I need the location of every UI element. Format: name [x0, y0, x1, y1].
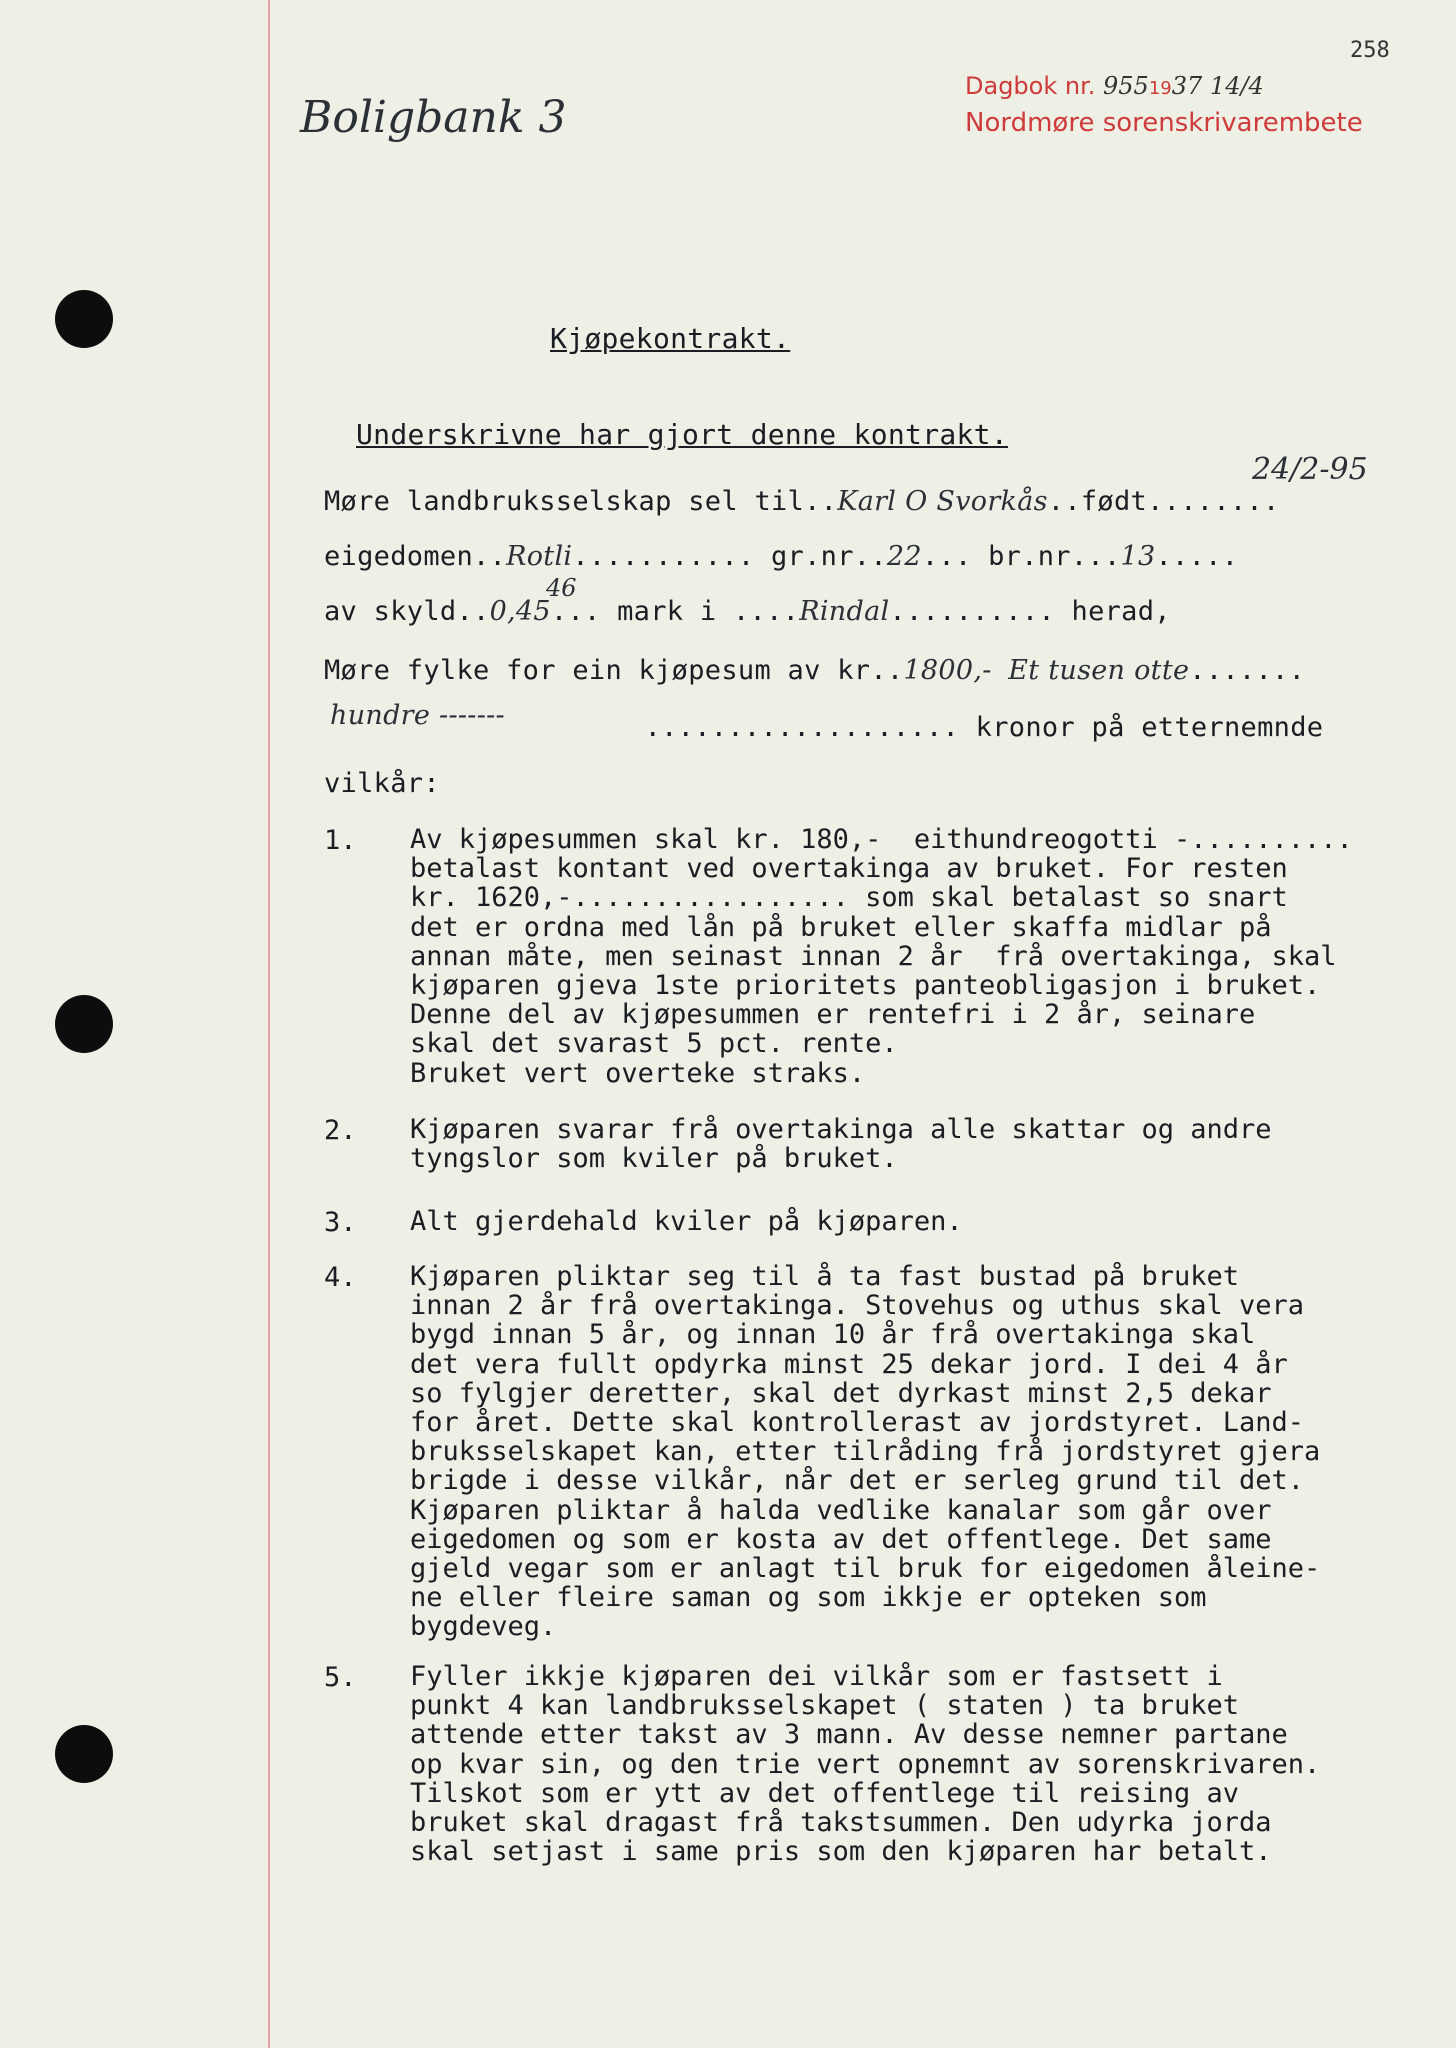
birth-date-note: 24/2-95 — [1252, 452, 1368, 487]
year-suffix: 37 — [1171, 72, 1203, 100]
eigedomen-label: eigedomen.. — [324, 541, 507, 572]
vilkar-label: vilkår: — [324, 768, 440, 799]
property-line — [324, 541, 1238, 572]
price-prefix: Møre fylke for ein kjøpesum av kr.. — [324, 655, 904, 686]
year-prefix: 19 — [1148, 78, 1172, 99]
herad-label: .......... herad, — [889, 596, 1171, 627]
clause-line: eigedomen og som er kosta av det offentlege. Det same — [410, 1523, 1272, 1555]
price-amount: 1800,- — [903, 655, 992, 686]
clause-number: 2. — [324, 1115, 357, 1146]
clause-line: Av kjøpesummen skal kr. 180,- eithundreogotti -.......... — [410, 824, 1353, 855]
dagbok-number: 955 — [1103, 72, 1149, 100]
price-line: Møre fylke for ein kjøpesum av kr..1800,- Et tusen otte....... — [324, 655, 1306, 686]
clause-text — [410, 825, 1353, 1088]
clause-line: bygd innan 5 år, og innan 10 år frå overtakinga skal — [410, 1319, 1256, 1351]
bnr-value: 13 — [1120, 541, 1156, 572]
clause-line: tyngslor som kviler på bruket. — [410, 1143, 898, 1175]
clause-line: for året. Dette skal kontrollerast av jordstyret. Land- — [410, 1407, 1305, 1439]
gnr-value: 22 — [886, 541, 922, 572]
clause-line: Bruket vert overteke straks. — [410, 1057, 866, 1089]
clause-text — [410, 1207, 963, 1236]
office-stamp: Nordmøre sorenskrivarembete — [965, 108, 1363, 138]
clause-line: skal det svarast 5 pct. rente. — [410, 1028, 898, 1060]
clause-line: kjøparen gjeva 1ste prioritets panteobligasjon i bruket. — [410, 970, 1321, 1002]
clause-line: Kjøparen pliktar seg til å ta fast bustad på bruket — [410, 1261, 1240, 1292]
clause-text — [410, 1115, 1272, 1173]
price-words: Et tusen otte — [1008, 655, 1190, 686]
red-margin-line — [268, 0, 270, 2048]
punch-hole-icon — [55, 1725, 113, 1783]
clause-line: bruksselskapet kan, etter tilråding frå jordstyret gjera — [410, 1436, 1321, 1468]
born-label: ..født........ — [1047, 486, 1280, 517]
clause-number: 1. — [324, 825, 357, 856]
page-number: 258 — [1350, 38, 1390, 63]
skyld-label: av skyld.. — [324, 596, 490, 627]
clause-line: punkt 4 kan landbruksselskapet ( staten ) ta bruket — [410, 1690, 1240, 1722]
clause-number: 3. — [324, 1207, 357, 1238]
dagbok-label: Dagbok nr. — [965, 72, 1096, 100]
intro-line: Underskrivne har gjort denne kontrakt. — [356, 418, 1008, 451]
clause-line: op kvar sin, og den trie vert opnemnt av sorenskrivaren. — [410, 1748, 1321, 1780]
clause-line: ne eller fleire saman og som ikkje er opteken som — [410, 1582, 1207, 1614]
bnr-tail: ..... — [1155, 541, 1239, 572]
clause-line: bruket skal dragast frå takstsummen. Den udyrka jorda — [410, 1807, 1272, 1839]
skyld-value: 0,45 — [489, 596, 551, 627]
clause-text — [410, 1262, 1320, 1642]
clause-line: Denne del av kjøpesummen er rentefri i 2 år, seinare — [410, 999, 1256, 1031]
herad-name: Rindal — [799, 596, 890, 627]
price-words-cont: hundre ------- — [330, 700, 505, 731]
clause-line: gjeld vegar som er anlagt til bruk for eigedomen åleine- — [410, 1553, 1321, 1585]
clause-line: Kjøparen pliktar å halda vedlike kanalar som går over — [410, 1494, 1272, 1526]
clause-line: Tilskot som er ytt av det offentlege til reising av — [410, 1777, 1240, 1809]
clause-line: det er ordna med lån på bruket eller skaffa midlar på — [410, 911, 1272, 943]
clause-line: skal setjast i same pris som den kjøparen har betalt. — [410, 1836, 1272, 1868]
price-tail — [330, 712, 1323, 743]
clause-line: bygdeveg. — [410, 1611, 557, 1643]
clause-line: attende etter takst av 3 mann. Av desse nemner partane — [410, 1719, 1288, 1751]
clause-line: Alt gjerdehald kviler på kjøparen. — [410, 1206, 963, 1237]
handwritten-annotation: Boligbank 3 — [300, 92, 567, 143]
punch-hole-icon — [55, 995, 113, 1053]
clause-line: det vera fullt opdyrka minst 25 dekar jord. I dei 4 år — [410, 1348, 1288, 1380]
document-title: Kjøpekontrakt. — [550, 322, 791, 355]
clause-line: kr. 1620,-................. som skal betalast so snart — [410, 882, 1288, 914]
clause-line: brigde i desse vilkår, når det er serleg grund til det. — [410, 1465, 1305, 1497]
clause-line: Fyller ikkje kjøparen dei vilkår som er fastsett i — [410, 1661, 1223, 1692]
clause-number: 4. — [324, 1262, 357, 1293]
parties-line — [324, 486, 1280, 517]
price-tail-text: ................... kronor på etternemnde — [644, 712, 1324, 743]
clause-line: annan måte, men seinast innan 2 år frå overtakinga, skal — [410, 940, 1337, 972]
clause-line: innan 2 år frå overtakinga. Stovehus og uthus skal vera — [410, 1290, 1305, 1322]
clause-line: so fylgjer deretter, skal det dyrkast minst 2,5 dekar — [410, 1377, 1272, 1409]
clause-line: Kjøparen svarar frå overtakinga alle skattar og andre — [410, 1114, 1272, 1145]
property-name: Rotli — [506, 541, 573, 572]
dagbok-stamp — [965, 72, 1264, 100]
mark-label: ... mark i .... — [550, 596, 800, 627]
clause-number: 5. — [324, 1662, 357, 1693]
bnr-label: ... br.nr... — [921, 541, 1121, 572]
clause-text — [410, 1662, 1320, 1866]
stamp-date: 14/4 — [1209, 72, 1264, 100]
gnr-label: ........... gr.nr.. — [572, 541, 887, 572]
skyld-correction: 46 — [546, 574, 577, 602]
buyer-name: Karl O Svorkås — [837, 486, 1048, 517]
seller-prefix: Møre landbruksselskap sel til.. — [324, 486, 838, 517]
punch-hole-icon — [55, 290, 113, 348]
skyld-line — [324, 596, 1171, 627]
clause-line: betalast kontant ved overtakinga av bruket. For resten — [410, 853, 1288, 885]
